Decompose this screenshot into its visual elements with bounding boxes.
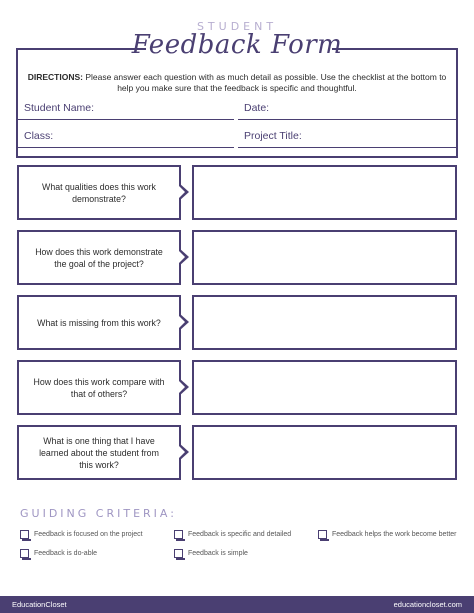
question-row-1: [17, 165, 457, 220]
date-label: Date:: [244, 102, 270, 114]
form-title: Feedback Form: [131, 30, 343, 60]
criteria-item-5[interactable]: [174, 549, 248, 558]
class-label: Class:: [24, 130, 54, 142]
criteria-item-2[interactable]: [174, 530, 291, 539]
answer-box-4[interactable]: [192, 360, 457, 415]
question-1: What qualities does this work demonstrate?: [17, 165, 181, 220]
criteria-label-1: Feedback is focused on the project: [34, 531, 143, 538]
question-row-3: [17, 295, 457, 350]
answer-box-3[interactable]: [192, 295, 457, 350]
question-3: What is missing from this work?: [17, 295, 181, 350]
question-2: How does this work demonstrate the goal of the project?: [17, 230, 181, 285]
directions-label: DIRECTIONS:: [27, 72, 83, 82]
arrow-icon-inner: [179, 381, 185, 393]
directions-body: Please answer each question with as much detail as possible. Use the checklist at the bottom to help you make sure that the feedback is specific and thoughtful.: [82, 72, 447, 93]
checkbox-icon[interactable]: [174, 530, 183, 539]
question-row-2: [17, 230, 457, 285]
checkbox-icon[interactable]: [318, 530, 327, 539]
criteria-label-2: Feedback is specific and detailed: [188, 531, 292, 538]
answer-box-5[interactable]: [192, 425, 457, 480]
checkbox-icon[interactable]: [20, 530, 29, 539]
guiding-criteria-title: GUIDING CRITERIA:: [20, 507, 177, 520]
student-name-label: Student Name:: [24, 102, 95, 114]
project-title-label: Project Title:: [244, 130, 302, 142]
footer-bar: [0, 596, 474, 613]
criteria-label-3: Feedback helps the work become better: [332, 531, 457, 538]
arrow-icon-inner: [179, 316, 185, 328]
answer-box-2[interactable]: [192, 230, 457, 285]
criteria-item-3[interactable]: [318, 530, 457, 539]
project-title-field[interactable]: [238, 128, 456, 148]
footer-url[interactable]: educationcloset.com: [393, 600, 462, 609]
question-row-4: [17, 360, 457, 415]
criteria-label-5: Feedback is simple: [188, 550, 248, 557]
student-name-field[interactable]: [18, 100, 234, 120]
form-subtitle: STUDENT: [196, 20, 278, 33]
arrow-icon-inner: [179, 186, 185, 198]
answer-box-1[interactable]: [192, 165, 457, 220]
arrow-icon-inner: [179, 446, 185, 458]
checkbox-icon[interactable]: [174, 549, 183, 558]
date-field[interactable]: [238, 100, 456, 120]
class-field[interactable]: [18, 128, 234, 148]
checkbox-icon[interactable]: [20, 549, 29, 558]
criteria-item-1[interactable]: [20, 530, 143, 539]
arrow-icon-inner: [179, 251, 185, 263]
footer-brand: EducationCloset: [12, 600, 67, 609]
question-4: How does this work compare with that of others?: [17, 360, 181, 415]
criteria-label-4: Feedback is do-able: [34, 550, 98, 557]
question-5: What is one thing that I have learned about the student from this work?: [17, 425, 181, 480]
directions-text: [24, 72, 450, 94]
question-row-5: [17, 425, 457, 480]
criteria-item-4[interactable]: [20, 549, 97, 558]
